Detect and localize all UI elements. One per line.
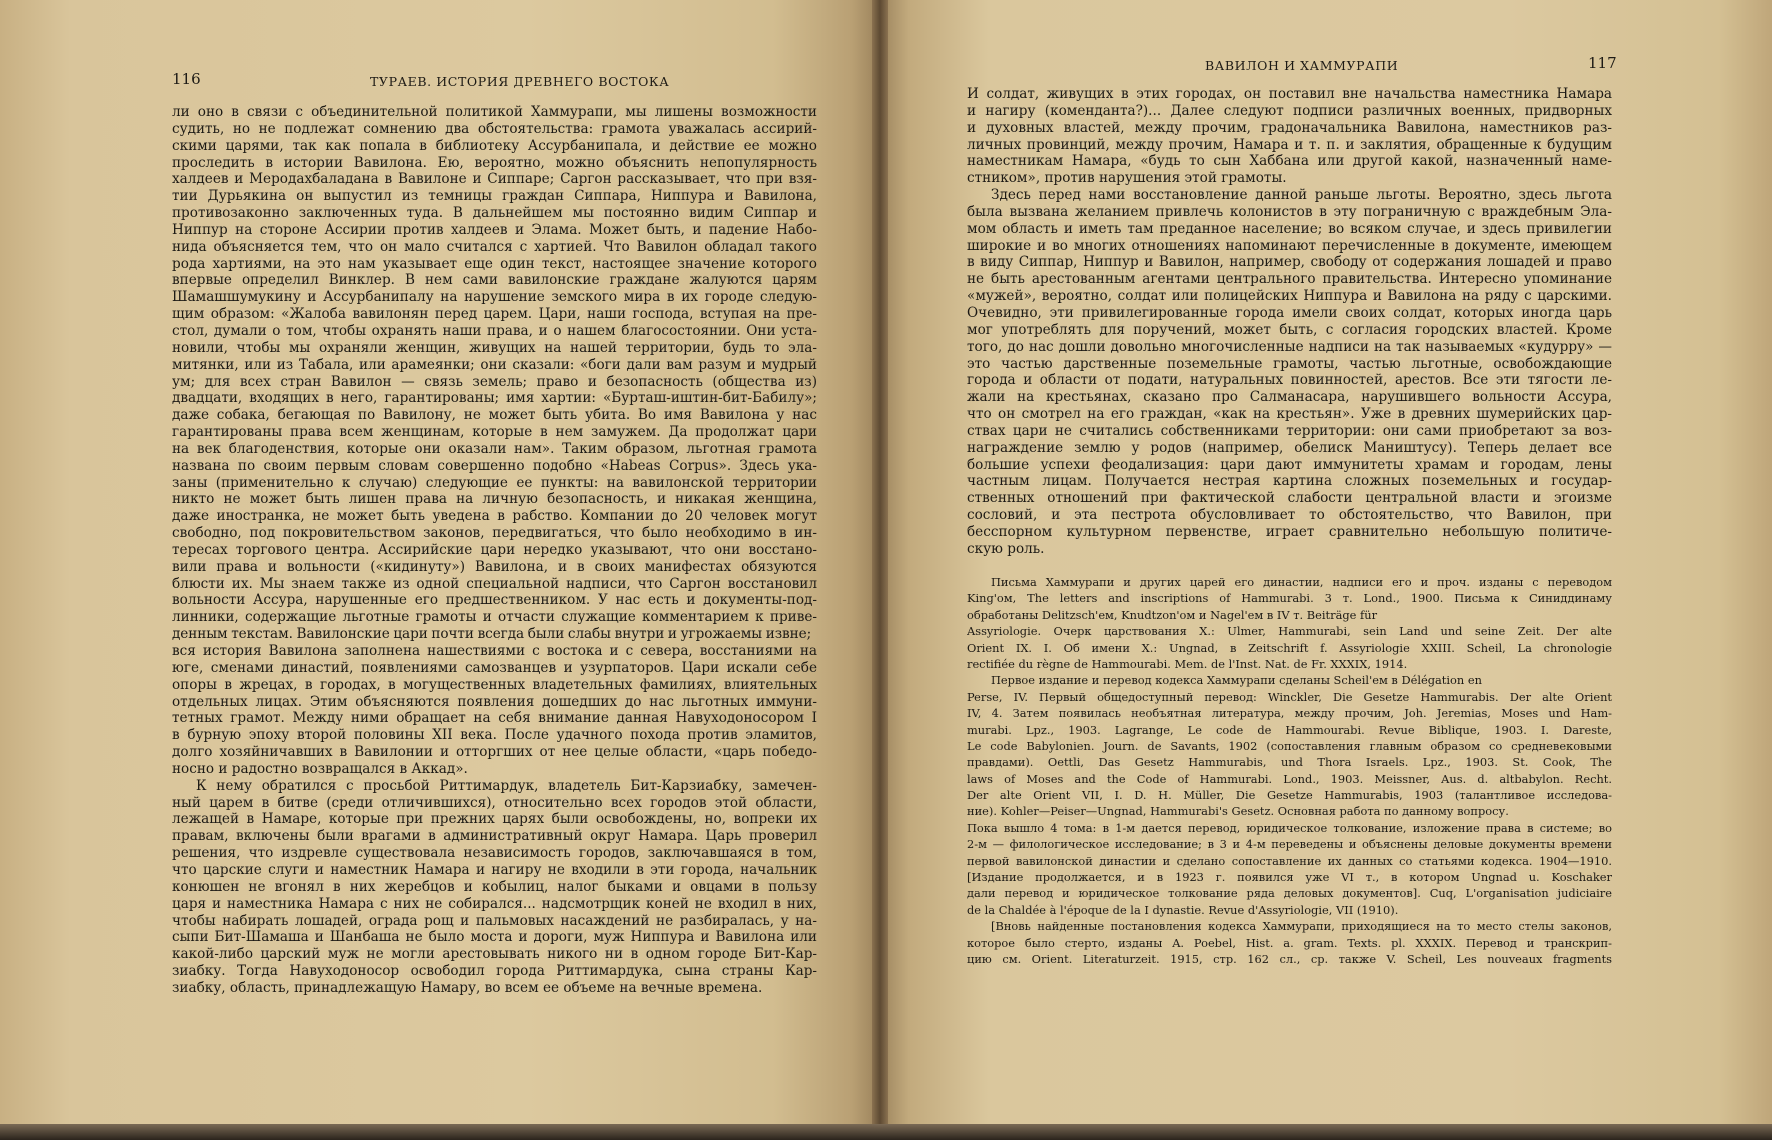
- footnote-line: Perse, IV. Первый общедоступный перевод: Winckler, Die Gesetze Hammurabis. Der alte Orient: [967, 689, 1612, 704]
- text-line: даже собака, бегающая по Вавилону, не может быть убита. Во имя Вавилона у нас: [172, 407, 817, 424]
- text-line: ственных отношений при фактической слабости центральной власти и эгоизме: [967, 490, 1612, 507]
- text-line: ли оно в связи с объединительной политикой Хаммурапи, мы лишены возможности: [172, 104, 817, 120]
- text-line: в бурную эпоху второй половины XII века. После удачного похода против эламитов,: [172, 727, 817, 744]
- footnote-line: IV, 4. Затем появилась необъятная литература, между прочим, Joh. Jeremias, Moses und Ham-: [967, 706, 1612, 721]
- text-line: новили, чтобы мы охраняли женщин, живущих на нашей территории, будь то эла-: [172, 339, 817, 356]
- text-line: названа по своим первым словам совершенно подобно «Habeas Corpus». Здесь ука-: [172, 457, 817, 474]
- footnote-line: murabi. Lpz., 1903. Lagrange, Le code de Hammourabi. Revue Biblique, 1903. I. Dareste,: [967, 722, 1612, 737]
- right-page: [882, 0, 1772, 1128]
- text-line: большие успехи феодализация: цари дают иммунитеты храмам и городам, лены: [967, 456, 1612, 473]
- text-line: противозаконно заключенных туда. В дальнейшем мы постоянно видим Сиппар и: [172, 205, 817, 222]
- text-line: И солдат, живущих в этих городах, он поставил вне начальства наместника Намара: [967, 86, 1612, 102]
- text-line: заны (применительно к случаю) следующие ее пункты: на вавилонской территории: [172, 474, 817, 491]
- footnote-line: Пока вышло 4 тома: в 1-м дается перевод, юридическое толкование, изложение права в системе; во: [967, 820, 1612, 835]
- text-line: это частью дарственные поземельные грамоты, частью льготные, освобождающие: [967, 355, 1612, 372]
- text-line: бесспорном культурном первенстве, играет сравнительно небольшую политиче-: [967, 523, 1612, 540]
- book-bottom-edge: [0, 1124, 1772, 1140]
- text-line: частным лицам. Получается нестрая картина сложных поземельных и государ-: [967, 473, 1612, 490]
- text-line: не быть арестованным агентами центрального правительства. Интересно упоминание: [967, 271, 1612, 288]
- text-line: жали на крестьянах, сказано про Салманасара, нарушившего вольности Ассура,: [967, 389, 1612, 406]
- text-line: блюсти их. Мы знаем также из одной специальной надписи, что Саргон восстановил: [172, 575, 817, 592]
- text-line: лежащей в Намаре, которые при прежних царях были освобождены, но, вопреки их: [172, 811, 817, 828]
- footnote-line: первой вавилонской династии и сделано сопоставление их данных со статьями кодекса. 1904—1910.: [967, 853, 1612, 868]
- text-line: линники, содержащие льготные грамоты и отчасти служащие комментарием к приве-: [172, 609, 817, 626]
- footnote-line: Der alte Orient VII, I. D. H. Müller, Die Gesetze Hammurabis, 1903 (талантливое исследова-: [967, 788, 1612, 803]
- text-line: вся история Вавилона заполнена нашествиями с востока и с севера, восстаниями на: [172, 643, 817, 659]
- text-line: мог употреблять для поручений, может быть, с согласия городских властей. Кроме: [967, 321, 1612, 338]
- text-line: зиабку, область, принадлежащую Намару, во всем ее объеме на вечные времена.: [172, 979, 763, 996]
- left-running-head: ТУРАЕВ. ИСТОРИЯ ДРЕВНЕГО ВОСТОКА: [370, 74, 670, 89]
- text-line: была вызвана желанием привлечь колонистов в эту пограничную с враждебным Эла-: [967, 203, 1612, 220]
- text-line: отдельных лицах. Этим объясняются появления дошедших до нас льготных иммуни-: [172, 693, 817, 710]
- text-line: судить, но не подлежат сомнению два обстоятельства: грамота уважалась ассирий-: [172, 120, 817, 137]
- text-line: на век благоденствия, которые они оказали нам». Таким образом, льготная грамота: [172, 440, 817, 457]
- text-line: двадцати, входящих в него, гарантированы; имя хартии: «Бурташ-иштин-бит-Бабилу»;: [172, 390, 817, 407]
- footnote-line: Письма Хаммурапи и других царей его династии, надписи его и проч. изданы с переводом: [991, 575, 1612, 589]
- footnote-line: Первое издание и перевод кодекса Хаммурапи сделаны Scheil'ем в Délégation en: [991, 673, 1482, 688]
- text-line: наместникам Намара, «будь то сын Хаббана или другой какой, назначенный наме-: [967, 153, 1612, 170]
- text-line: награждение землю у родов (например, обелиск Маништусу). Теперь делает все: [967, 439, 1612, 456]
- right-page-number: 117: [1588, 54, 1617, 72]
- footnote-line: de la Chaldée à l'époque de la I dynastie. Revue d'Assyriologie, VII (1910).: [967, 902, 1399, 917]
- footnote-line: [Вновь найденные постановления кодекса Хаммурапи, приходящиеся на то место стелы законов,: [991, 919, 1612, 934]
- text-line: Здесь перед нами восстановление данной раньше льготы. Вероятно, здесь льгота: [991, 187, 1612, 204]
- footnote-line: Orient IX. I. Об имени Х.: Ungnad, в Zeitschrift f. Assyriologie XXIII. Scheil, La chronologie: [967, 640, 1612, 655]
- footnote-line: правдами). Oettli, Das Gesetz Hammurabis, und Thora Israels. Lpz., 1903. St. Cook, The: [967, 755, 1612, 770]
- text-line: конюшен не вгонял в них жеребцов и кобылиц, налог быками и овцами в пользу: [172, 878, 817, 895]
- right-footnotes: [967, 574, 1612, 967]
- text-line: широкие и во многих отношениях напоминают перечисленные в документе, имеющем: [967, 237, 1612, 254]
- text-line: того, до нас дошли довольно многочисленные надписи на так называемых «кудурру» —: [967, 338, 1612, 355]
- text-line: стником», против нарушения этой грамоты.: [967, 170, 1287, 187]
- text-line: никто не может быть лишен права на личную безопасность, и никакая женщина,: [172, 491, 817, 508]
- text-line: правам, включены были врагами в административный округ Намара. Царь проверил: [172, 828, 817, 845]
- text-line: ум; для всех стран Вавилон — связь земель; право и безопасность (общества из): [172, 373, 817, 390]
- footnote-line: laws of Moses and the Code of Hammurabi. Lond., 1903. Meissner, Aus. d. altbabylon. Recht.: [967, 771, 1612, 786]
- text-line: личных провинций, между прочим, Намара и т. п. и заклятия, обращенные к будущим: [967, 136, 1612, 153]
- footnote-line: rectifiée du règne de Hammourabi. Mem. de l'Inst. Nat. de Fr. XXXIX, 1914.: [967, 656, 1408, 671]
- footnote-line: которое было стерто, изданы A. Poebel, Hist. a. gram. Texts. pl. XXXIX. Перевод и транскрип-: [967, 935, 1612, 950]
- text-line: что он смотрел на его граждан, «как на крестьян». Уже в древних шумерийских цар-: [967, 406, 1612, 423]
- left-body-text: [172, 104, 817, 997]
- text-line: тии Дурьякина он выпустил из темницы граждан Сиппара, Ниппура и Вавилона,: [172, 188, 817, 205]
- text-line: халдеев и Меродахбаладана в Вавилоне и Сиппаре; Саргон рассказывает, что при взя-: [172, 171, 817, 188]
- text-line: мом область и иметь там преданное население; во всяком случае, и здесь привилегии: [967, 220, 1612, 237]
- text-line: Очевидно, эти привилегированные города имели своих солдат, которых иногда царь: [967, 304, 1612, 321]
- text-line: что царские слуги и наместник Намара и нагиру не входили в эти города, начальник: [172, 861, 817, 878]
- text-line: юге, сменами династий, появлениями самозванцев и узурпаторов. Цари искали себе: [172, 659, 817, 676]
- left-page-number: 116: [172, 70, 201, 88]
- text-line: Шамашшумукину и Ассурбанипалу на нарушение земского мира в их городе следую-: [172, 289, 817, 306]
- book-gutter: [872, 0, 888, 1140]
- text-line: свободно, под покровительством законов, передвигаться, что было необходимо в ин-: [172, 525, 817, 542]
- text-line: сословий, и эта пестрота обусловливает то обстоятельство, что Вавилон, при: [967, 507, 1612, 524]
- footnote-line: ние). Kohler—Peiser—Ungnad, Hammurabi's Gesetz. Основная работа по данному вопросу.: [967, 804, 1509, 819]
- text-line: и нагиру (коменданта?)... Далее следуют подписи различных военных, придворных: [967, 102, 1612, 119]
- text-line: царя и наместника Намара с них не собирался... надсмотрщик коней не входил в них,: [172, 895, 817, 912]
- text-line: проследить в истории Вавилона. Ею, вероятно, можно объяснить непопулярность: [172, 154, 817, 171]
- text-line: скими царями, так как попала в библиотеку Ассурбанипала, и действие ее можно: [172, 137, 817, 154]
- text-line: тересах торгового центра. Ассирийские цари нередко указывают, что они восстано-: [172, 541, 817, 558]
- text-line: вили права и вольности («кидинуту») Вавилона, и в своих манифестах обязуются: [172, 558, 817, 575]
- text-line: и духовных властей, между прочим, градоначальника Вавилона, наместников раз-: [967, 119, 1612, 136]
- text-line: тетных грамот. Между ними обращает на себя внимание данная Навуходоносором I: [172, 710, 817, 727]
- text-line: ствах цари не считались собственниками территории: они сами приобретают за воз-: [967, 422, 1612, 439]
- footnote-line: 2-м — филологическое исследование; в 3 и 4-м переведены и объяснены деловые документы времени: [967, 837, 1612, 852]
- text-line: скую роль.: [967, 540, 1045, 557]
- text-line: решения, что издревле существовала независимость городов, заключавшаяся в том,: [172, 845, 817, 862]
- footnote-line: цию см. Orient. Literaturzeit. 1915, стр. 162 сл., ср. также V. Scheil, Les nouveaux fragments: [967, 951, 1612, 966]
- text-line: чтобы набирать лошадей, ограда рощ и пальмовых насаждений не разбиралась, у на-: [172, 912, 817, 929]
- text-line: К нему обратился с просьбой Риттимардук, владетель Бит-Карзиабку, замечен-: [196, 777, 817, 794]
- text-line: в виду Сиппар, Ниппур и Вавилон, например, свободу от содержания лошадей и право: [967, 254, 1612, 271]
- text-line: щим образом: «Жалоба вавилонян перед царем. Цари, наши господа, вступая на пре-: [172, 306, 817, 323]
- footnote-line: [Издание продолжается, и в 1923 г. появился уже VI т., в котором Ungnad u. Koschaker: [967, 870, 1612, 885]
- text-line: ный царем в битве (среди отличившихся), относительно всех городов этой области,: [172, 794, 817, 811]
- text-line: гарантированы права всем женщинам, которые в нем замужем. Да продолжат цари: [172, 424, 817, 441]
- text-line: носно и радостно возвращался в Аккад».: [172, 760, 468, 777]
- text-line: рода хартиями, на это нам указывает еще один текст, настоящее значение которого: [172, 255, 817, 272]
- footnote-line: обработаны Delitzsch'ем, Knudtzon'ом и Nagel'ем в IV т. Beiträge für: [967, 607, 1378, 622]
- text-line: Ниппур на стороне Ассирии против халдеев и Элама. Может быть, и падение Набо-: [172, 221, 817, 238]
- text-line: какой-либо царский муж не могли арестовывать никого ни в одном городе Бит-Кар-: [172, 946, 817, 963]
- right-body-text: [967, 86, 1612, 558]
- text-line: города и области от подати, натуральных повинностей, арестов. Все эти тягости ле-: [967, 372, 1612, 389]
- footnote-line: King'ом, The letters and inscriptions of Hammurabi. 3 т. Lond., 1900. Письма к Синиддинаму: [967, 591, 1612, 606]
- left-page: [0, 0, 878, 1128]
- text-line: нида объясняется тем, что он мало считался с хартией. Что Вавилон обладал такого: [172, 238, 817, 255]
- text-line: денным текстам. Вавилонские цари почти всегда были слабы внутри и угрожаемы извне;: [172, 626, 812, 643]
- text-line: даже иностранка, не может быть уведена в рабство. Компании до 20 человек могут: [172, 508, 817, 525]
- text-line: «мужей», вероятно, солдат или полицейских Ниппура и Вавилона на ряду с царскими.: [967, 288, 1612, 305]
- right-running-head: ВАВИЛОН И ХАММУРАПИ: [1205, 58, 1399, 73]
- text-line: митянки, или из Табала, или арамеянки; они сказали: «боги дали вам разум и мудрый: [172, 356, 817, 373]
- text-line: сыпи Бит-Шамаша и Шанбаша не было моста и дороги, муж Ниппура и Вавилона или: [172, 929, 817, 946]
- footnote-line: Assyriologie. Очерк царствования Х.: Ulmer, Hammurabi, sein Land und seine Zeit. Der alte: [967, 624, 1612, 639]
- text-line: стол, думали о том, чтобы охранять наши права, и о нашем благосостоянии. Они уста-: [172, 322, 817, 339]
- footnote-line: Le code Babylonien. Journ. de Savants, 1902 (сопоставления главным образом со средневековыми: [967, 738, 1612, 753]
- text-line: долго хозяйничавших в Вавилонии и отторгших от нее целые области, «царь победо-: [172, 744, 817, 761]
- text-line: вольности Ассура, нарушенные его предшественником. У нас есть и документы-под-: [172, 592, 817, 609]
- text-line: впервые определил Винклер. В нем сами вавилонские граждане жалуются царям: [172, 272, 817, 289]
- text-line: зиабку. Тогда Навуходоносор освободил города Риттимардука, сына страны Кар-: [172, 963, 817, 980]
- text-line: опоры в жрецах, в городах, в могущественных владетельных фамилиях, влиятельных: [172, 676, 817, 693]
- footnote-line: дали перевод и юридическое толкование ряда деловых документов]. Cuq, L'organisation judiciaire: [967, 886, 1612, 901]
